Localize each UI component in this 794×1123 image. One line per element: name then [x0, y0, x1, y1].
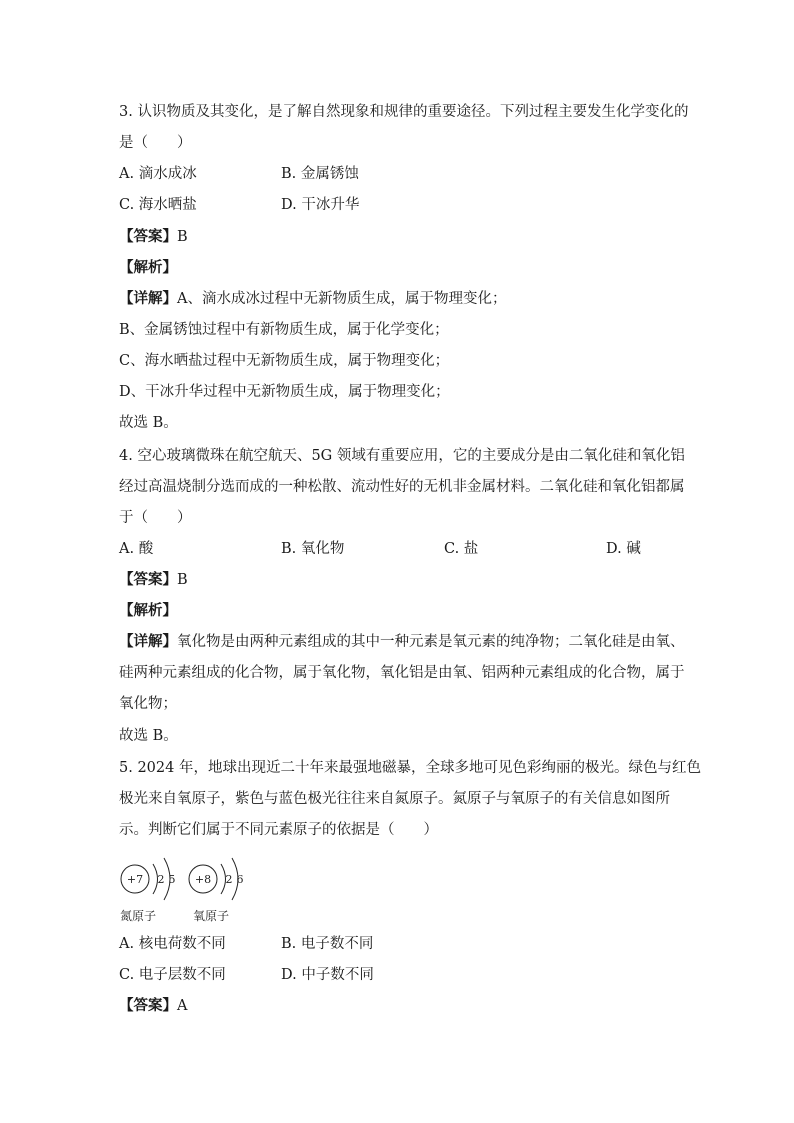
q4-option-c: C. 盐 [444, 541, 479, 557]
q4-option-b: B. 氧化物 [281, 541, 345, 557]
q5-answer [119, 996, 187, 1016]
detail-text: A、滴水成冰过程中无新物质生成，属于物理变化； [177, 291, 507, 307]
q4-detail-line3: 氧化物； [119, 696, 177, 712]
q5-option-c: C. 电子层数不同 [119, 967, 226, 983]
q4-conclusion: 故选 B。 [119, 728, 178, 744]
answer-value: A [177, 998, 188, 1014]
q4-stem-line1: 4. 空心玻璃微珠在航空航天、5G 领域有重要应用，它的主要成分是由二氧化硅和氧化铝 [119, 448, 685, 464]
q4-option-d: D. 碱 [606, 541, 641, 557]
detail-text: 氧化物是由两种元素组成的其中一种元素是氧元素的纯净物；二氧化硅是由氧、 [177, 634, 685, 650]
q4-detail-line2: 硅两种元素组成的化合物，属于氧化物，氧化铝是由氧、铝两种元素组成的化合物，属于 [119, 665, 685, 681]
oxygen-shell2: 6 [236, 873, 244, 886]
oxygen-atom-diagram [189, 858, 244, 900]
q3-stem-line1: 3. 认识物质及其变化，是了解自然现象和规律的重要途径。下列过程主要发生化学变化的 [119, 104, 689, 120]
q5-stem-line2: 极光来自氧原子，紫色与蓝色极光往往来自氮原子。氮原子与氧原子的有关信息如图所 [119, 791, 670, 807]
detail-label: 【详解】 [119, 290, 177, 307]
atom-diagrams [117, 852, 257, 907]
q4-analysis-label: 【解析】 [119, 602, 177, 619]
q5-option-a: A. 核电荷数不同 [119, 936, 226, 952]
answer-label: 【答案】 [119, 228, 177, 245]
nitrogen-shell1: 2 [157, 873, 165, 886]
nitrogen-caption: 氮原子 [120, 909, 157, 923]
oxygen-nucleus: +8 [194, 873, 212, 886]
nitrogen-shell2: 5 [168, 873, 176, 886]
q5-option-d: D. 中子数不同 [281, 967, 374, 983]
answer-value: B [177, 572, 188, 588]
q4-answer [119, 570, 188, 590]
answer-label: 【答案】 [119, 571, 177, 588]
oxygen-shell1: 2 [225, 873, 233, 886]
q3-stem-line2: 是（ ） [119, 135, 192, 151]
q3-analysis-label: 【解析】 [119, 259, 177, 276]
q4-detail-line1 [119, 632, 685, 652]
q4-stem-line2: 经过高温烧制分选而成的一种松散、流动性好的无机非金属材料。二氧化硅和氧化铝都属 [119, 479, 685, 495]
q3-detail-line4: D、干冰升华过程中无新物质生成，属于物理变化； [119, 384, 450, 400]
q3-option-a: A. 滴水成冰 [119, 166, 197, 182]
q3-option-c: C. 海水晒盐 [119, 197, 197, 213]
answer-value: B [177, 229, 188, 245]
atom-structure-figure [117, 852, 257, 932]
q4-option-a: A. 酸 [119, 541, 154, 557]
q3-option-b: B. 金属锈蚀 [281, 166, 359, 182]
nitrogen-atom-diagram [121, 858, 176, 900]
nitrogen-nucleus: +7 [126, 873, 144, 886]
q3-detail-line2: B、金属锈蚀过程中有新物质生成，属于化学变化； [119, 322, 449, 338]
q5-stem-line3: 示。判断它们属于不同元素原子的依据是（ ） [119, 822, 438, 838]
q5-option-b: B. 电子数不同 [281, 936, 374, 952]
q4-stem-line3: 于（ ） [119, 510, 192, 526]
detail-label: 【详解】 [119, 633, 177, 650]
oxygen-caption: 氧原子 [193, 909, 230, 923]
q3-detail-line1 [119, 289, 506, 309]
q3-detail-line3: C、海水晒盐过程中无新物质生成，属于物理变化； [119, 353, 450, 369]
answer-label: 【答案】 [119, 997, 177, 1014]
q3-conclusion: 故选 B。 [119, 415, 178, 431]
q3-option-d: D. 干冰升华 [281, 197, 360, 213]
q5-stem-line1: 5. 2024 年，地球出现近二十年来最强地磁暴，全球多地可见色彩绚丽的极光。绿色与红色 [119, 760, 701, 776]
q3-answer [119, 227, 188, 247]
